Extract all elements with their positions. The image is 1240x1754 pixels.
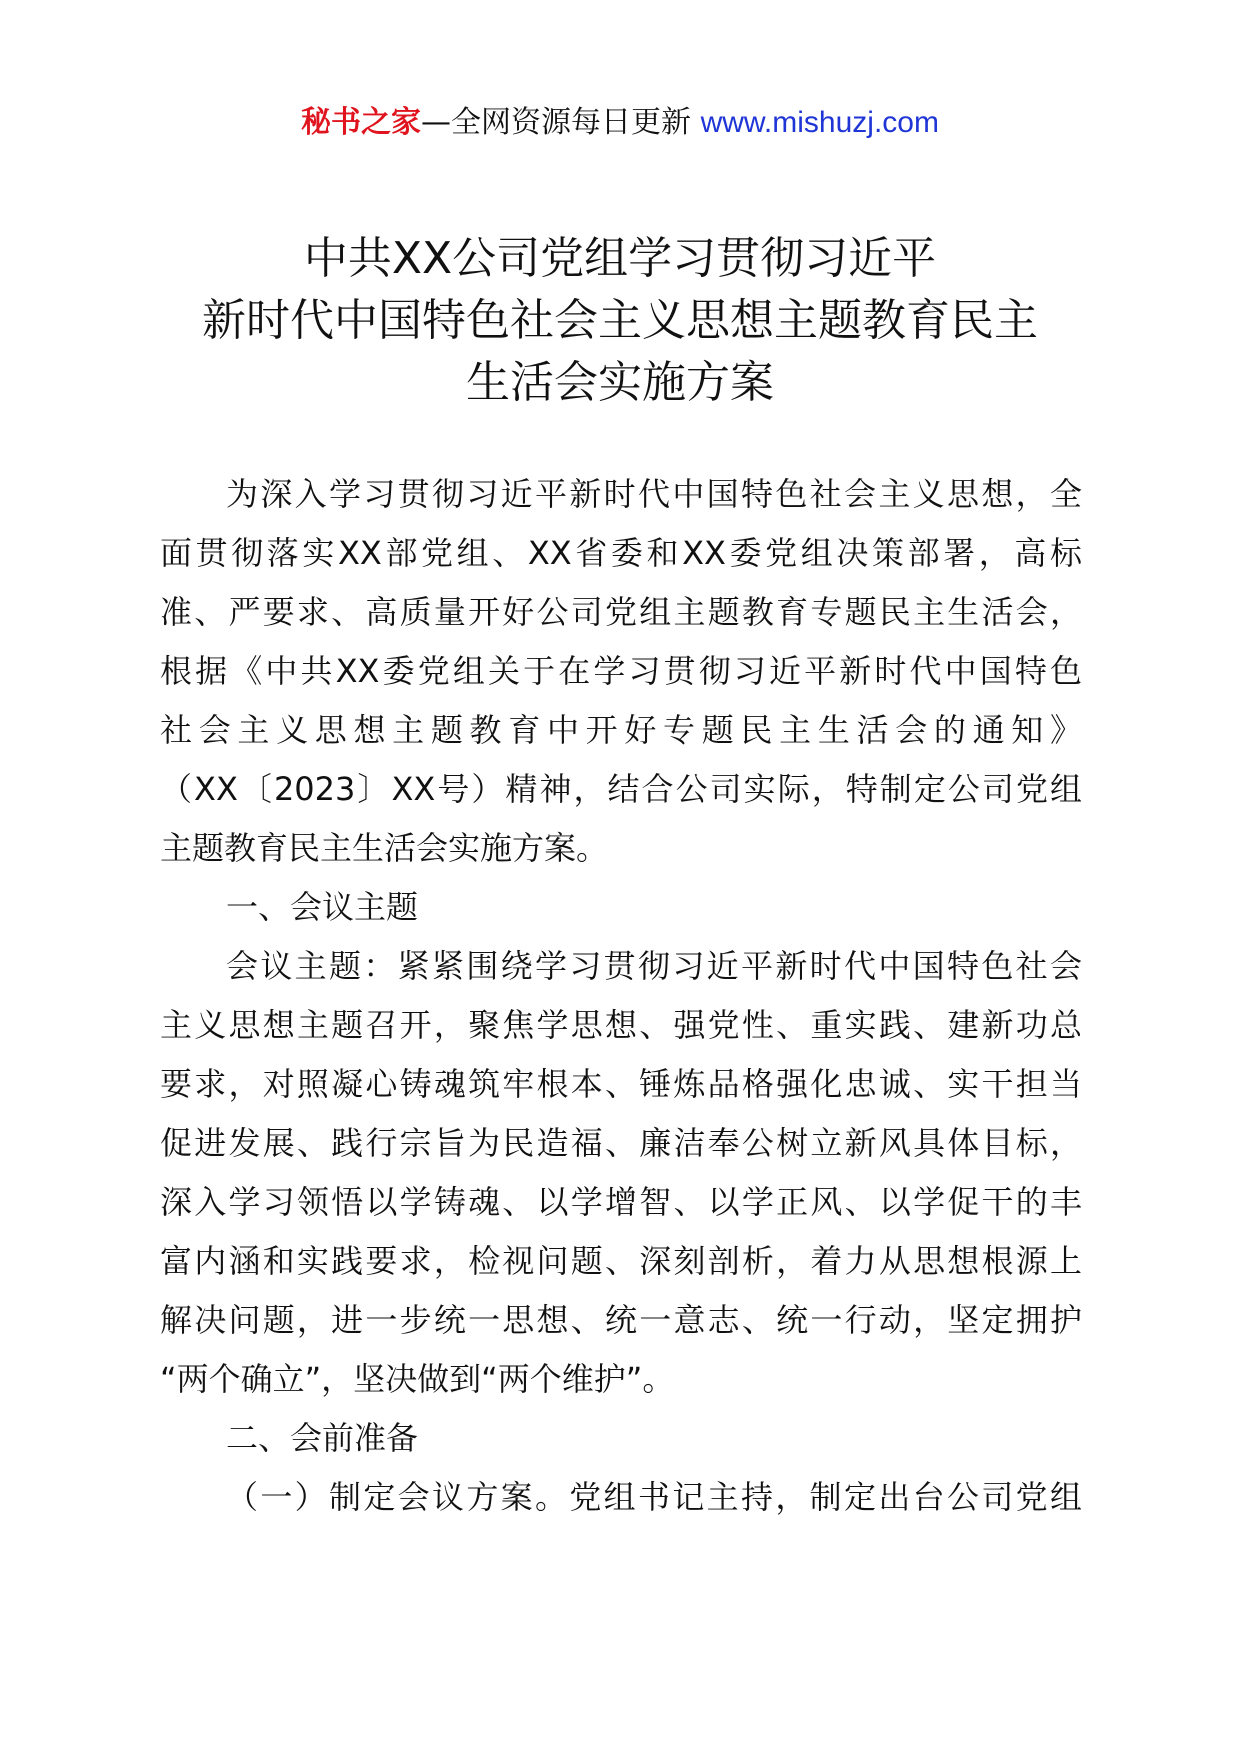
section-heading: 二、会前准备 bbox=[226, 1419, 419, 1457]
paragraph-line: 解决问题，进一步统一思想、统一意志、统一行动，坚定拥护 bbox=[160, 1301, 1082, 1339]
paragraph-line: （XX〔2023〕XX号）精神，结合公司实际，特制定公司党组 bbox=[160, 770, 1082, 808]
title-line: 中共XX公司党组学习贯彻习近平 bbox=[303, 233, 937, 284]
site-url-link[interactable]: www.mishuzj.com bbox=[700, 106, 939, 139]
paragraph-line: （一）制定会议方案。党组书记主持，制定出台公司党组 bbox=[226, 1478, 1082, 1516]
paragraph-line: 会议主题：紧紧围绕学习贯彻习近平新时代中国特色社会 bbox=[226, 947, 1082, 985]
paragraph-line: “两个确立”，坚决做到“两个维护”。 bbox=[160, 1360, 675, 1398]
paragraph-line: 为深入学习贯彻习近平新时代中国特色社会主义思想，全 bbox=[226, 475, 1082, 513]
document-body bbox=[160, 465, 1082, 1527]
paragraph-line: 准、严要求、高质量开好公司党组主题教育专题民主生活会， bbox=[160, 593, 1082, 631]
paragraph-line: 主题教育民主生活会实施方案。 bbox=[160, 829, 609, 867]
site-header bbox=[0, 100, 1240, 146]
intro-paragraph bbox=[160, 465, 1082, 878]
section-heading: 一、会议主题 bbox=[226, 888, 419, 926]
paragraph-line: 社会主义思想主题教育中开好专题民主生活会的通知》 bbox=[160, 711, 1082, 749]
paragraph-line: 富内涵和实践要求，检视问题、深刻剖析，着力从思想根源上 bbox=[160, 1242, 1082, 1280]
paragraph-line: 面贯彻落实XX部党组、XX省委和XX委党组决策部署，高标 bbox=[160, 534, 1082, 572]
title-line: 生活会实施方案 bbox=[466, 357, 774, 408]
document-title bbox=[140, 228, 1100, 414]
paragraph-line: 要求，对照凝心铸魂筑牢根本、锤炼品格强化忠诚、实干担当 bbox=[160, 1065, 1082, 1103]
brand-name: 秘书之家 bbox=[301, 105, 422, 140]
title-line: 新时代中国特色社会主义思想主题教育民主 bbox=[202, 295, 1038, 346]
header-tagline: —全网资源每日更新 bbox=[421, 105, 701, 140]
paragraph-line: 主义思想主题召开，聚焦学思想、强党性、重实践、建新功总 bbox=[160, 1006, 1082, 1044]
paragraph-line: 深入学习领悟以学铸魂、以学增智、以学正风、以学促干的丰 bbox=[160, 1183, 1082, 1221]
paragraph-line: 促进发展、践行宗旨为民造福、廉洁奉公树立新风具体目标， bbox=[160, 1124, 1082, 1162]
section1-paragraph bbox=[160, 937, 1082, 1409]
section2-paragraph bbox=[160, 1468, 1082, 1527]
paragraph-line: 根据《中共XX委党组关于在学习贯彻习近平新时代中国特色 bbox=[160, 652, 1082, 690]
